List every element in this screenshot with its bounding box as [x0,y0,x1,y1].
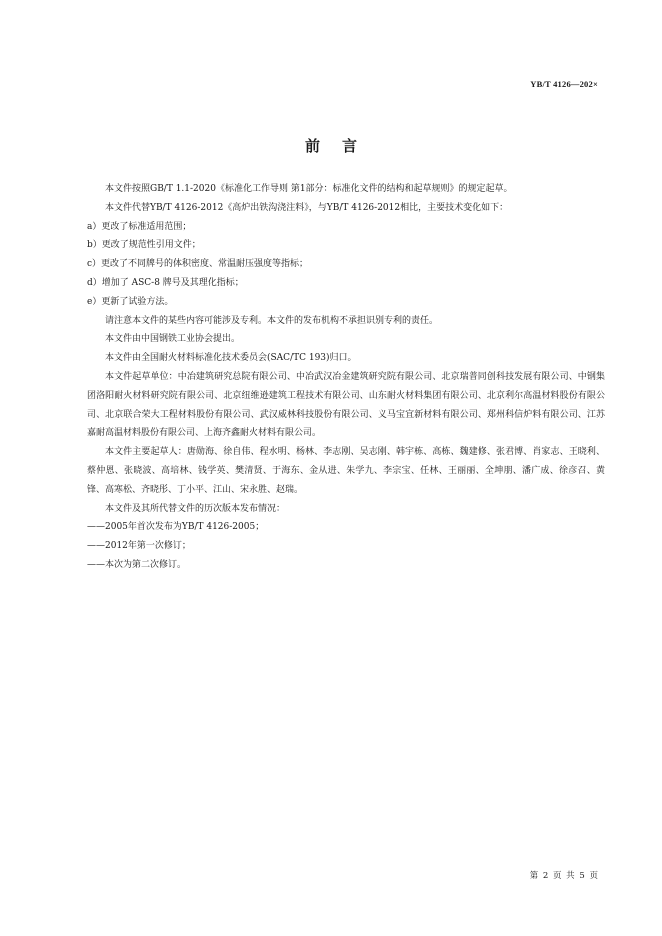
paragraph: 本文件及其所代替文件的历次版本发布情况： [105,503,286,514]
paragraph: 本文件代替YB/T 4126-2012《高炉出铁沟浇注料》，与YB/T 4126-2012相比，主要技术变化如下： [105,202,509,213]
list-item: ——2012年第一次修订； [87,541,191,552]
list-item: a）更改了标准适用范围； [87,221,192,232]
paragraph: 本文件由中国钢铁工业协会提出。 [105,334,241,345]
paragraph: 本文件按照GB/T 1.1-2020《标准化工作导则 第1部分：标准化文件的结构和起草规则》的规定起草。 [105,184,513,194]
list-item: e）更新了试验方法。 [87,296,174,307]
list-item: d）增加了 ASC-8 牌号及其理化指标； [87,277,244,288]
paragraph: 请注意本文件的某些内容可能涉及专利。本文件的发布机构不承担识别专利的责任。 [105,315,439,326]
list-item: c）更改了不同牌号的体积密度、常温耐压强度等指标； [87,259,309,270]
list-item: ——2005年首次发布为YB/T 4126-2005； [87,522,265,533]
list-item: ——本次为第二次修订。 [87,559,187,570]
paragraph: 本文件由全国耐火材料标准化技术委员会(SAC/TC 193)归口。 [105,353,357,364]
page-title: 前言 [304,137,379,155]
list-item: b）更改了规范性引用文件； [87,240,201,251]
document-body [87,180,605,575]
paragraph: 本文件主要起草人：唐勋海、徐自伟、程水明、杨林、李志刚、吴志刚、韩宇栋、高栋、魏建修、张君博、肖家志、王晓利、蔡仲恩、张晓波、高培林、钱学英、樊清贤、于海东、金从进、朱学九、李宗宝、任林、王丽丽、全坤朋、潘广成、徐彦召、黄锋、高寒松、齐晓彤、丁小平、江山、宋永胜、赵瑞。 [87,447,605,495]
page-number: 第 2 页 共 5 页 [529,871,598,881]
paragraph: 本文件起草单位：中冶建筑研究总院有限公司、中冶武汉冶金建筑研究院有限公司、北京瑞普同创科技发展有限公司、中钢集团洛阳耐火材料研究院有限公司、北京纽维逊建筑工程技术有限公司、山东耐火材料集团有限公司、北京利尔高温材料股份有限公司、北京联合荣大工程材料股份有限公司、武汉威林科技股份有限公司、义马宝宜新材料有限公司、郑州科信炉料有限公司、江苏嘉耐高温材料股份有限公司、上海齐鑫耐火材料有限公司。 [87,371,605,439]
doc-code: YB/T 4126—202× [530,79,598,89]
